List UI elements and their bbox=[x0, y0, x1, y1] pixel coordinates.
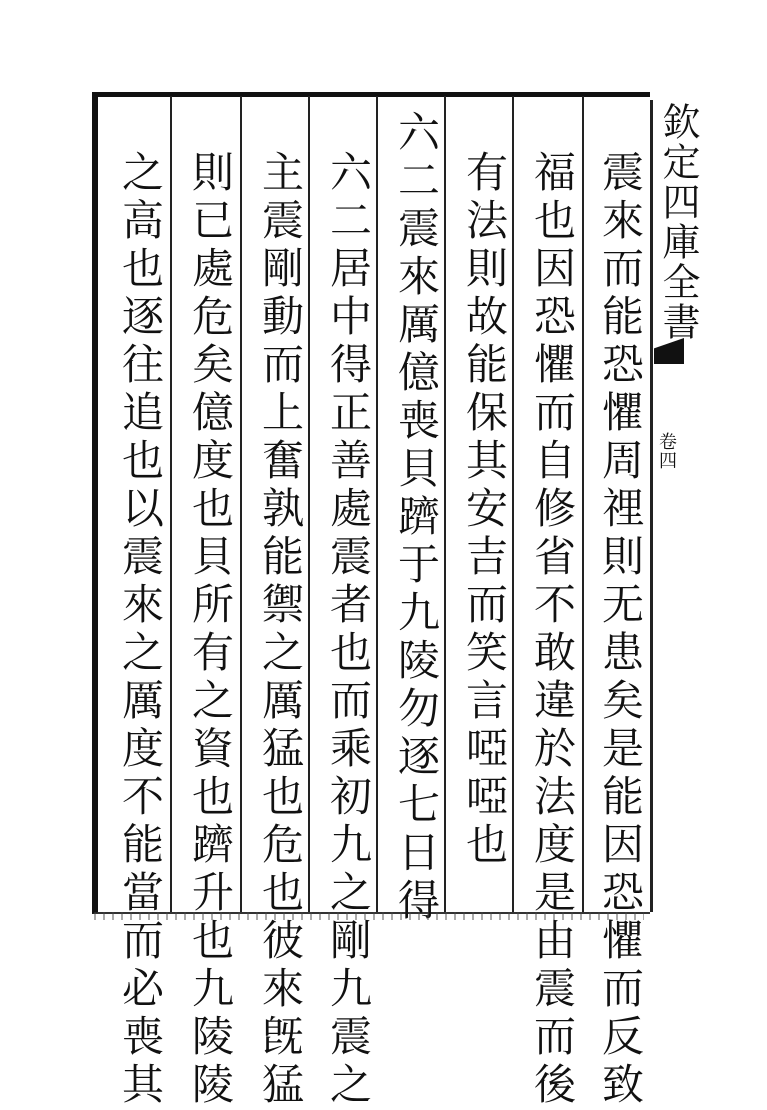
text-column-8: 之高也逐往追也以震來之厲度不能當而必喪其 bbox=[116, 150, 165, 1110]
column-divider bbox=[582, 96, 584, 912]
text-column-3: 有法則故能保其安吉而笑言啞啞也 bbox=[460, 150, 509, 870]
text-column-5: 六二居中得正善處震者也而乘初九之剛九震之 bbox=[324, 150, 373, 1110]
column-divider bbox=[240, 96, 242, 912]
text-column-2: 福也因恐懼而自修省不敢違於法度是由震而後 bbox=[528, 150, 577, 1110]
page-edge-speckle bbox=[94, 912, 644, 920]
text-column-6: 主震剛動而上奮孰能禦之厲猛也危也彼來旣猛 bbox=[256, 150, 305, 1110]
text-column-4: 六二震來厲億喪貝躋于九陵勿逐七日得 bbox=[392, 110, 441, 926]
book-title: 欽定四庫全書 bbox=[656, 102, 700, 342]
text-column-7: 則已處危矣億度也貝所有之資也躋升也九陵陵 bbox=[186, 150, 235, 1110]
volume-label: 卷四 bbox=[656, 432, 677, 470]
column-divider bbox=[170, 96, 172, 912]
text-column-1: 震來而能恐懼周𥚃則无患矣是能因恐懼而反致 bbox=[596, 150, 645, 1110]
